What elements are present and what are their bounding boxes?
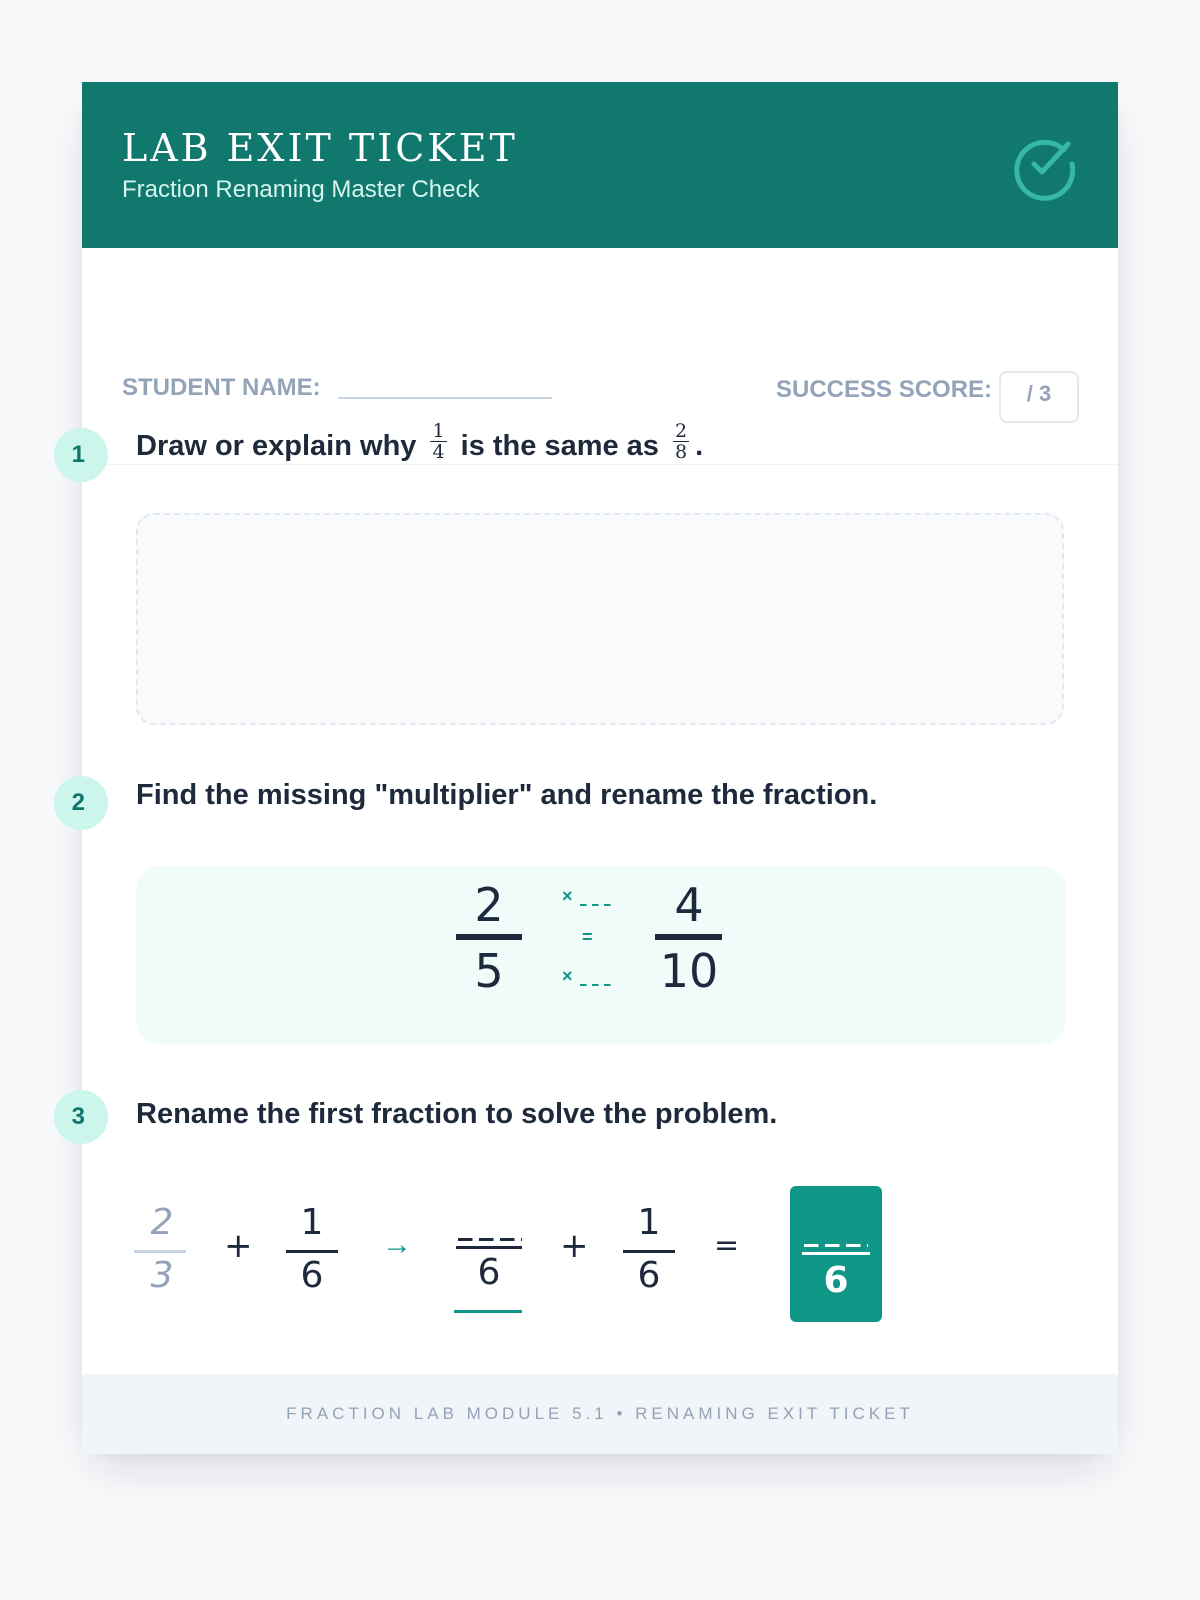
left-fraction-bar	[456, 934, 522, 940]
bottom-multiply-sign: ×	[562, 966, 573, 986]
equals-sign-q3: =	[714, 1228, 740, 1263]
renamed-denominator: 6	[477, 1252, 501, 1293]
page-title: LAB EXIT TICKET	[122, 126, 518, 170]
page-subtitle: Fraction Renaming Master Check	[122, 176, 480, 203]
success-score-label: SUCCESS SCORE:	[776, 376, 993, 403]
addend-denominator-1: 6	[300, 1255, 324, 1296]
renamed-underline	[454, 1310, 522, 1313]
answer-numerator-blank[interactable]	[804, 1244, 868, 1247]
success-score-box[interactable]: / 3	[999, 371, 1079, 423]
question-1-fraction-b	[673, 421, 689, 462]
original-numerator: 2	[150, 1202, 174, 1243]
check-circle-icon	[1012, 132, 1076, 196]
question-1-fraction-a	[430, 421, 446, 462]
bottom-multiplier-blank[interactable]	[580, 984, 614, 986]
fraction-a-numerator: 1	[432, 419, 445, 442]
right-numerator: 4	[674, 878, 704, 932]
addend-numerator-2: 1	[637, 1202, 661, 1243]
ticket-header	[82, 82, 1118, 248]
drawing-answer-area[interactable]	[136, 513, 1064, 725]
fraction-a-denominator: 4	[432, 440, 445, 463]
top-multiplier-blank[interactable]	[580, 904, 614, 906]
equals-sign: =	[582, 927, 593, 947]
renamed-fraction-bar	[456, 1246, 522, 1249]
original-fraction-bar	[134, 1250, 186, 1253]
question-1-badge: 1	[54, 428, 108, 482]
answer-fraction-bar	[802, 1252, 870, 1255]
plus-sign-1: +	[224, 1226, 253, 1266]
right-denominator: 10	[659, 944, 719, 998]
student-name-label: STUDENT NAME:	[122, 374, 321, 401]
question-3-badge: 3	[54, 1090, 108, 1144]
addend-denominator-2: 6	[637, 1255, 661, 1296]
exit-ticket-card	[71, 82, 1118, 1454]
answer-box[interactable]	[790, 1186, 882, 1322]
student-name-field[interactable]	[338, 397, 552, 399]
renamed-numerator-blank[interactable]	[458, 1238, 522, 1241]
question-2-text: Find the missing "multiplier" and rename the fraction.	[136, 779, 878, 811]
question-1-middle: is the same as	[460, 430, 659, 462]
fraction-b-numerator: 2	[675, 419, 688, 442]
original-denominator: 3	[150, 1255, 174, 1296]
left-denominator: 5	[474, 944, 504, 998]
addend-fraction-bar-2	[623, 1250, 675, 1253]
addend-fraction-bar-1	[286, 1250, 338, 1253]
ticket-footer	[82, 1374, 1118, 1454]
question-1-suffix: .	[695, 430, 704, 462]
question-3-text: Rename the first fraction to solve the problem.	[136, 1098, 778, 1130]
footer-text: FRACTION LAB MODULE 5.1 • RENAMING EXIT TICKET	[286, 1404, 914, 1423]
answer-denominator: 6	[823, 1260, 849, 1301]
top-multiply-sign: ×	[562, 886, 573, 906]
plus-sign-2: +	[560, 1226, 589, 1266]
question-1-prefix: Draw or explain why	[136, 430, 417, 462]
arrow-icon: →	[382, 1228, 412, 1261]
fraction-b-denominator: 8	[675, 440, 688, 463]
addend-numerator-1: 1	[300, 1202, 324, 1243]
question-2-badge: 2	[54, 776, 108, 830]
multiplier-panel	[136, 866, 1066, 1044]
question-1-text	[136, 419, 704, 463]
right-fraction-bar	[655, 934, 722, 940]
left-numerator: 2	[474, 878, 504, 932]
